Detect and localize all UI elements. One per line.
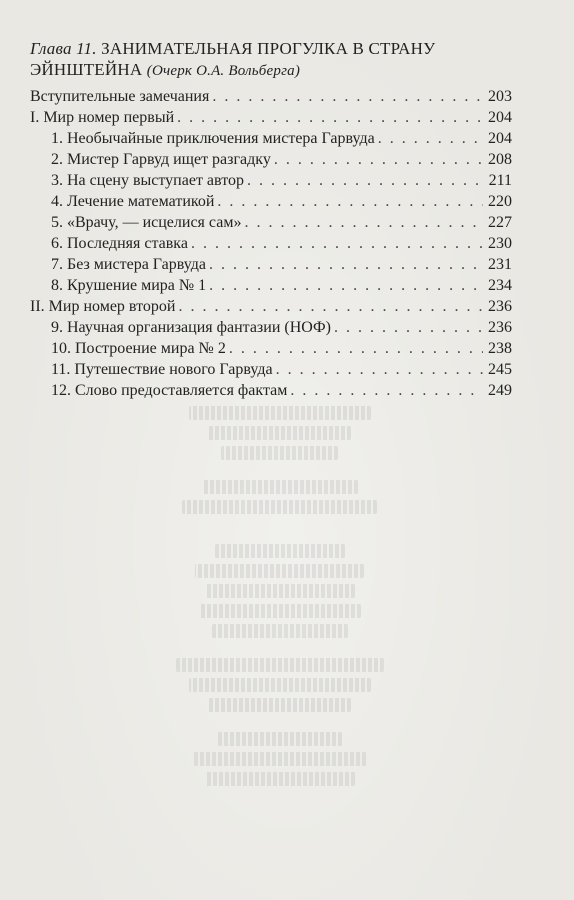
toc-entry-label: 8. Крушение мира № 1: [51, 277, 207, 294]
toc-entry: [30, 254, 512, 275]
leader-dots: [209, 254, 483, 275]
toc-entry-label: Вступительные замечания: [30, 88, 210, 105]
toc-entry: [30, 149, 512, 170]
leader-dots: [247, 170, 483, 191]
toc-entry: [30, 170, 512, 191]
reverse-side-bleed-through: [150, 400, 410, 840]
chapter-title-line1: ЗАНИМАТЕЛЬНАЯ ПРОГУЛКА В СТРАНУ: [101, 39, 436, 58]
leader-dots: [274, 149, 483, 170]
leader-dots: [177, 107, 483, 128]
toc-entry-label: I. Мир номер первый: [30, 109, 175, 126]
toc-entry-label: II. Мир номер второй: [30, 298, 176, 315]
chapter-title-line2: ЭЙНШТЕЙНА: [30, 60, 143, 79]
toc-entry-page: 249: [488, 382, 512, 399]
toc-entry-page: 220: [488, 193, 512, 210]
toc-list: [30, 86, 512, 401]
toc-entry: [30, 86, 512, 107]
toc-entry: [30, 212, 512, 233]
toc-entry-page: 230: [488, 235, 512, 252]
toc-entry-label: 10. Построение мира № 2: [51, 340, 226, 357]
leader-dots: [191, 233, 483, 254]
leader-dots: [290, 380, 483, 401]
chapter-author: (Очерк О.А. Вольберга): [146, 63, 301, 79]
toc-entry-label: 6. Последняя ставка: [51, 235, 188, 252]
leader-dots: [276, 359, 483, 380]
toc-entry-page: 234: [488, 277, 512, 294]
leader-dots: [217, 191, 483, 212]
chapter-heading: [30, 38, 512, 82]
leader-dots: [212, 86, 483, 107]
toc-entry-page: 238: [488, 340, 512, 357]
toc-entry-page: 236: [488, 298, 512, 315]
toc-entry: [30, 191, 512, 212]
leader-dots: [229, 338, 483, 359]
leader-dots: [378, 128, 483, 149]
leader-dots: [244, 212, 483, 233]
toc-entry: [30, 275, 512, 296]
toc-entry: [30, 233, 512, 254]
toc-entry-page: 231: [488, 256, 512, 273]
toc-entry-label: 1. Необычайные приключения мистера Гарвуда: [51, 130, 375, 147]
toc-entry: [30, 380, 512, 401]
toc-entry-page: 208: [488, 151, 512, 168]
toc-entry-page: 245: [488, 361, 512, 378]
toc-entry-label: 5. «Врачу, — исцелися сам»: [51, 214, 242, 231]
toc-entry-label: 2. Мистер Гарвуд ищет разгадку: [51, 151, 271, 168]
toc-entry-label: 7. Без мистера Гарвуда: [51, 256, 206, 273]
toc-entry: [30, 317, 512, 338]
toc-entry-page: 204: [488, 130, 512, 147]
toc-entry-label: 9. Научная организация фантазии (НОФ): [51, 319, 331, 336]
toc-entry-label: 12. Слово предоставляется фактам: [51, 382, 288, 399]
leader-dots: [178, 296, 483, 317]
toc-entry: [30, 128, 512, 149]
toc-entry-page: 236: [488, 319, 512, 336]
table-of-contents: [30, 38, 512, 401]
chapter-number: Глава 11.: [30, 39, 97, 58]
leader-dots: [209, 275, 483, 296]
toc-entry-page: 227: [488, 214, 512, 231]
toc-entry: [30, 296, 512, 317]
toc-entry-label: 4. Лечение математикой: [51, 193, 215, 210]
toc-entry-page: 203: [488, 88, 512, 105]
toc-entry: [30, 107, 512, 128]
toc-entry-label: 3. На сцену выступает автор: [51, 172, 244, 189]
toc-entry: [30, 359, 512, 380]
leader-dots: [334, 317, 483, 338]
toc-entry-page: 211: [488, 172, 512, 189]
toc-entry-page: 204: [488, 109, 512, 126]
toc-entry: [30, 338, 512, 359]
toc-entry-label: 11. Путешествие нового Гарвуда: [51, 361, 273, 378]
